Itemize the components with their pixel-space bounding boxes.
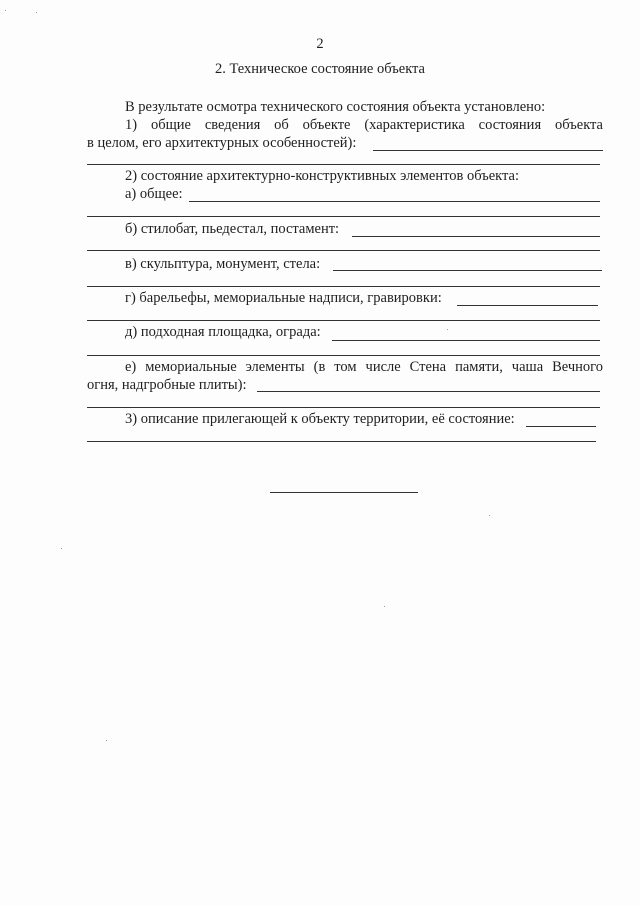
fill-line — [87, 407, 600, 408]
fill-line — [87, 355, 600, 356]
item-general-line1: 1) общие сведения об объекте (характеристика состояния объекта — [125, 117, 603, 133]
closing-separator — [270, 492, 418, 493]
fill-line — [87, 164, 600, 165]
fill-line — [373, 150, 603, 151]
item-e-line1: е) мемориальные элементы (в том числе Стена памяти, чаша Вечного — [125, 359, 603, 375]
item-d-label: д) подходная площадка, ограда: — [125, 324, 321, 340]
scan-speck — [36, 12, 37, 13]
fill-line — [257, 391, 600, 392]
fill-line — [189, 201, 600, 202]
fill-line — [333, 270, 602, 271]
fill-line — [87, 286, 600, 287]
scan-speck — [489, 515, 490, 516]
scan-speck — [5, 10, 6, 11]
fill-line — [87, 216, 600, 217]
scan-speck — [447, 329, 448, 330]
item-territory-label: 3) описание прилегающей к объекту территории, её состояние: — [125, 411, 515, 427]
fill-line — [526, 426, 596, 427]
intro-text: В результате осмотра технического состояния объекта установлено: — [125, 99, 546, 115]
page-number: 2 — [316, 36, 324, 52]
section-title: 2. Техническое состояние объекта — [215, 61, 425, 77]
scan-speck — [384, 606, 385, 607]
fill-line — [332, 340, 600, 341]
item-e-line2: огня, надгробные плиты): — [87, 377, 247, 393]
item-general-line2: в целом, его архитектурных особенностей): — [87, 135, 357, 151]
fill-line — [87, 320, 600, 321]
fill-line — [352, 236, 600, 237]
item-a-label: а) общее: — [125, 186, 183, 202]
fill-line — [87, 441, 596, 442]
fill-line — [87, 250, 600, 251]
item-v-label: в) скульптура, монумент, стела: — [125, 256, 321, 272]
item-b-label: б) стилобат, пьедестал, постамент: — [125, 221, 340, 237]
scan-speck — [61, 548, 62, 549]
item-g-label: г) барельефы, мемориальные надписи, гравировки: — [125, 290, 442, 306]
scan-speck — [106, 740, 107, 741]
elements-heading: 2) состояние архитектурно-конструктивных элементов объекта: — [125, 168, 520, 184]
fill-line — [457, 305, 598, 306]
